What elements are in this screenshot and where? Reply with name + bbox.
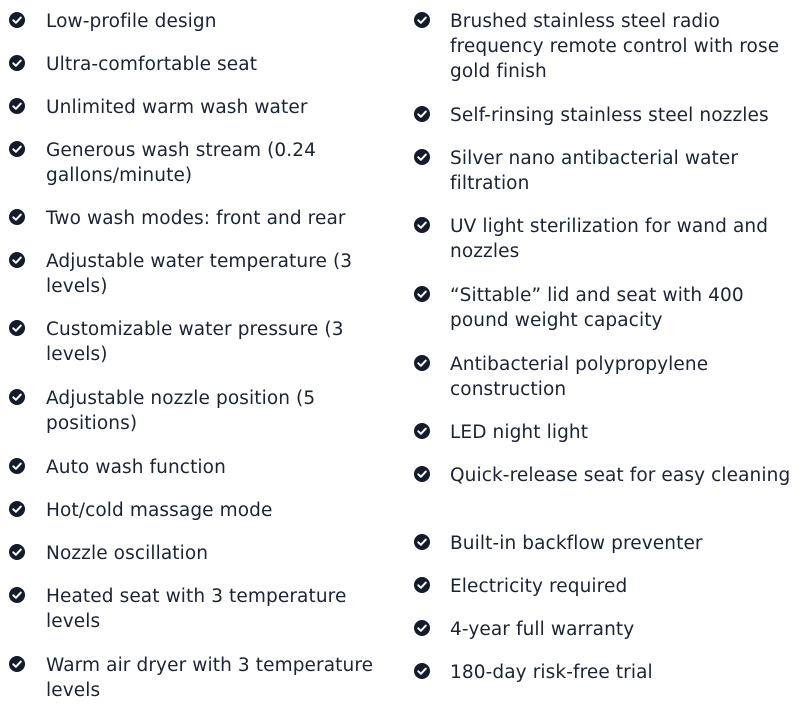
- feature-label: Electricity required: [450, 576, 628, 597]
- check-circle-icon: [414, 12, 430, 28]
- feature-label: Warm air dryer with 3 temperature levels: [46, 655, 374, 701]
- feature-label: Customizable water pressure (3 levels): [46, 319, 344, 365]
- feature-label: Low-profile design: [46, 11, 217, 32]
- feature-label: Antibacterial polypropylene construction: [450, 354, 709, 400]
- check-circle-icon: [9, 501, 25, 517]
- check-circle-icon: [9, 458, 25, 474]
- check-circle-icon: [414, 149, 430, 165]
- check-circle-icon: [414, 355, 430, 371]
- check-circle-icon: [414, 423, 430, 439]
- feature-label: Brushed stainless steel radio frequency remote control with rose gold finish: [450, 11, 780, 82]
- check-circle-icon: [414, 534, 430, 550]
- check-circle-icon: [414, 577, 430, 593]
- feature-label: UV light sterilization for wand and nozzles: [450, 216, 769, 262]
- check-circle-icon: [414, 106, 430, 122]
- check-circle-icon: [9, 656, 25, 672]
- feature-label: Heated seat with 3 temperature levels: [46, 586, 347, 632]
- check-circle-icon: [9, 587, 25, 603]
- feature-label: Adjustable nozzle position (5 positions): [46, 388, 316, 434]
- feature-label: 180-day risk-free trial: [450, 662, 653, 683]
- check-circle-icon: [414, 466, 430, 482]
- feature-label: Auto wash function: [46, 457, 226, 478]
- feature-label: Built-in backflow preventer: [450, 533, 703, 554]
- feature-label: Ultra-comfortable seat: [46, 54, 258, 75]
- feature-label: Nozzle oscillation: [46, 543, 209, 564]
- feature-label: Two wash modes: front and rear: [46, 208, 346, 229]
- check-circle-icon: [414, 663, 430, 679]
- check-circle-icon: [9, 55, 25, 71]
- check-circle-icon: [9, 252, 25, 268]
- feature-label: Hot/cold massage mode: [46, 500, 273, 521]
- feature-label: “Sittable” lid and seat with 400 pound weight capacity: [450, 285, 744, 331]
- check-circle-icon: [414, 217, 430, 233]
- check-circle-icon: [9, 320, 25, 336]
- feature-label: Quick-release seat for easy cleaning: [450, 465, 791, 486]
- check-circle-icon: [9, 544, 25, 560]
- check-circle-icon: [414, 620, 430, 636]
- feature-label: Adjustable water temperature (3 levels): [46, 251, 353, 297]
- check-circle-icon: [9, 209, 25, 225]
- feature-label: Generous wash stream (0.24 gallons/minute): [46, 140, 317, 186]
- feature-label: Unlimited warm wash water: [46, 97, 308, 118]
- check-circle-icon: [9, 12, 25, 28]
- feature-label: LED night light: [450, 422, 589, 443]
- check-circle-icon: [9, 389, 25, 405]
- check-circle-icon: [9, 98, 25, 114]
- check-circle-icon: [9, 141, 25, 157]
- feature-label: Self-rinsing stainless steel nozzles: [450, 105, 769, 126]
- feature-label: 4-year full warranty: [450, 619, 635, 640]
- check-circle-icon: [414, 286, 430, 302]
- feature-label: Silver nano antibacterial water filtration: [450, 148, 739, 194]
